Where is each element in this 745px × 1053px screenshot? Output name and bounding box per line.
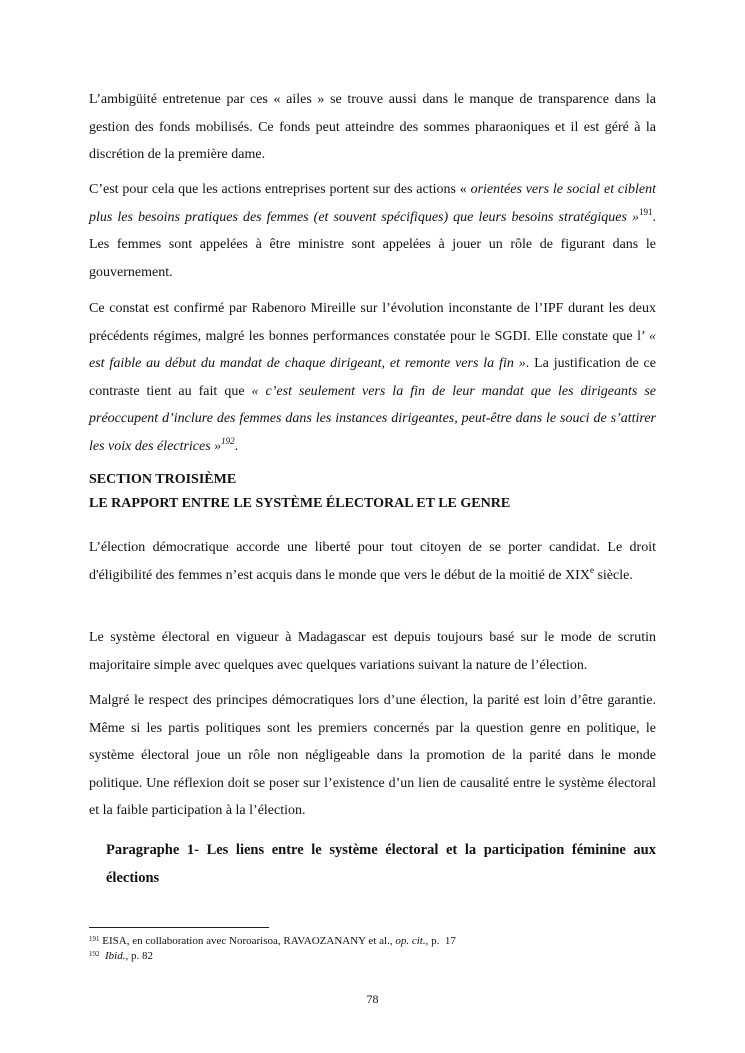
paragraph-election bbox=[89, 534, 656, 589]
footnote-italic: op. cit. bbox=[395, 935, 426, 947]
quote-span: orientées vers le social et ciblent plus les besoins pratiques des femmes (et souvent spécifiques) que leurs besoins stratégiques » bbox=[89, 182, 656, 225]
text-span: . Les femmes sont appelées à être ministre sont appelées à jouer un rôle de figurant dans le gouvernement. bbox=[89, 209, 656, 280]
footnote-tail: , p. 17 bbox=[425, 935, 456, 947]
footnote-tail: , p. 82 bbox=[125, 950, 153, 962]
century-superscript: e bbox=[589, 564, 594, 575]
footnote-ref-191: 191 bbox=[639, 206, 653, 217]
paragraph-heading: Paragraphe 1- Les liens entre le système électoral et la participation féminine aux élections bbox=[106, 842, 656, 886]
paragraph-systeme: Le système électoral en vigueur à Madagascar est depuis toujours basé sur le mode de scrutin majoritaire simple avec quelques avec quelques variations suivant la nature de l’élection. bbox=[89, 630, 656, 673]
text-span: siècle. bbox=[593, 567, 633, 583]
footnote-text: EISA, en collaboration avec Noroarisoa, RAVAOZANANY et al., bbox=[99, 935, 396, 947]
footnote-ref-192: 192 bbox=[221, 435, 235, 446]
section-subtitle: LE RAPPORT ENTRE LE SYSTÈME ÉLECTORAL ET LE GENRE bbox=[89, 496, 511, 511]
footnote-italic: Ibid. bbox=[105, 950, 126, 962]
page-number: 78 bbox=[366, 992, 379, 1006]
text-span: L’élection démocratique accorde une liberté pour tout citoyen de se porter candidat. Le droit d'éligibilité des femmes n’est acquis dans le monde que vers le début de la moitié de XIX bbox=[89, 540, 656, 583]
quote-span: « est faible au début du mandat de chaque dirigeant, et remonte vers la fin » bbox=[89, 328, 656, 371]
footnote-192 bbox=[89, 949, 153, 963]
footnote-separator bbox=[89, 927, 269, 928]
paragraph-actions bbox=[89, 176, 656, 286]
text-span: Ce constat est confirmé par Rabenoro Mireille sur l’évolution inconstante de l’IPF durant les deux précédents régimes, malgré les bonnes performances constatée pour le SGDI. Elle constate que l’ bbox=[89, 301, 656, 344]
text-span: C’est pour cela que les actions entreprises portent sur des actions « bbox=[89, 182, 471, 197]
paragraph-ailes: L’ambigüité entretenue par ces « ailes » se trouve aussi dans le manque de transparence dans la gestion des fonds mobilisés. Ce fonds peut atteindre des sommes pharaoniques et il est géré à la discrétion de la première dame. bbox=[89, 92, 656, 162]
paragraph-parite: Malgré le respect des principes démocratiques lors d’une élection, la parité est loin d’être garantie. Même si les partis politiques sont les premiers concernés par la question genre en politique, le système électoral joue un rôle non négligeable dans la promotion de la parité dans le monde politique. Une réflexion doit se poser sur l’existence d’un lien de causalité entre le système électoral et la faible participation à la l’élection. bbox=[89, 693, 656, 818]
footnote-191 bbox=[89, 934, 456, 948]
footnote-number: 191 bbox=[89, 935, 100, 943]
text-span: . bbox=[234, 438, 239, 454]
quote-span: « c’est seulement vers la fin de leur mandat que les dirigeants se préoccupent d’inclure des femmes dans les instances dirigeantes, peut-être dans le souci de s’attirer les voix des électrices » bbox=[89, 383, 657, 454]
text-span: . La justification de ce contraste tient au fait que bbox=[89, 356, 656, 399]
section-title: SECTION TROISIÈME bbox=[89, 472, 237, 487]
paragraph-rabenoro bbox=[89, 295, 656, 460]
footnote-number: 192 bbox=[89, 950, 100, 958]
